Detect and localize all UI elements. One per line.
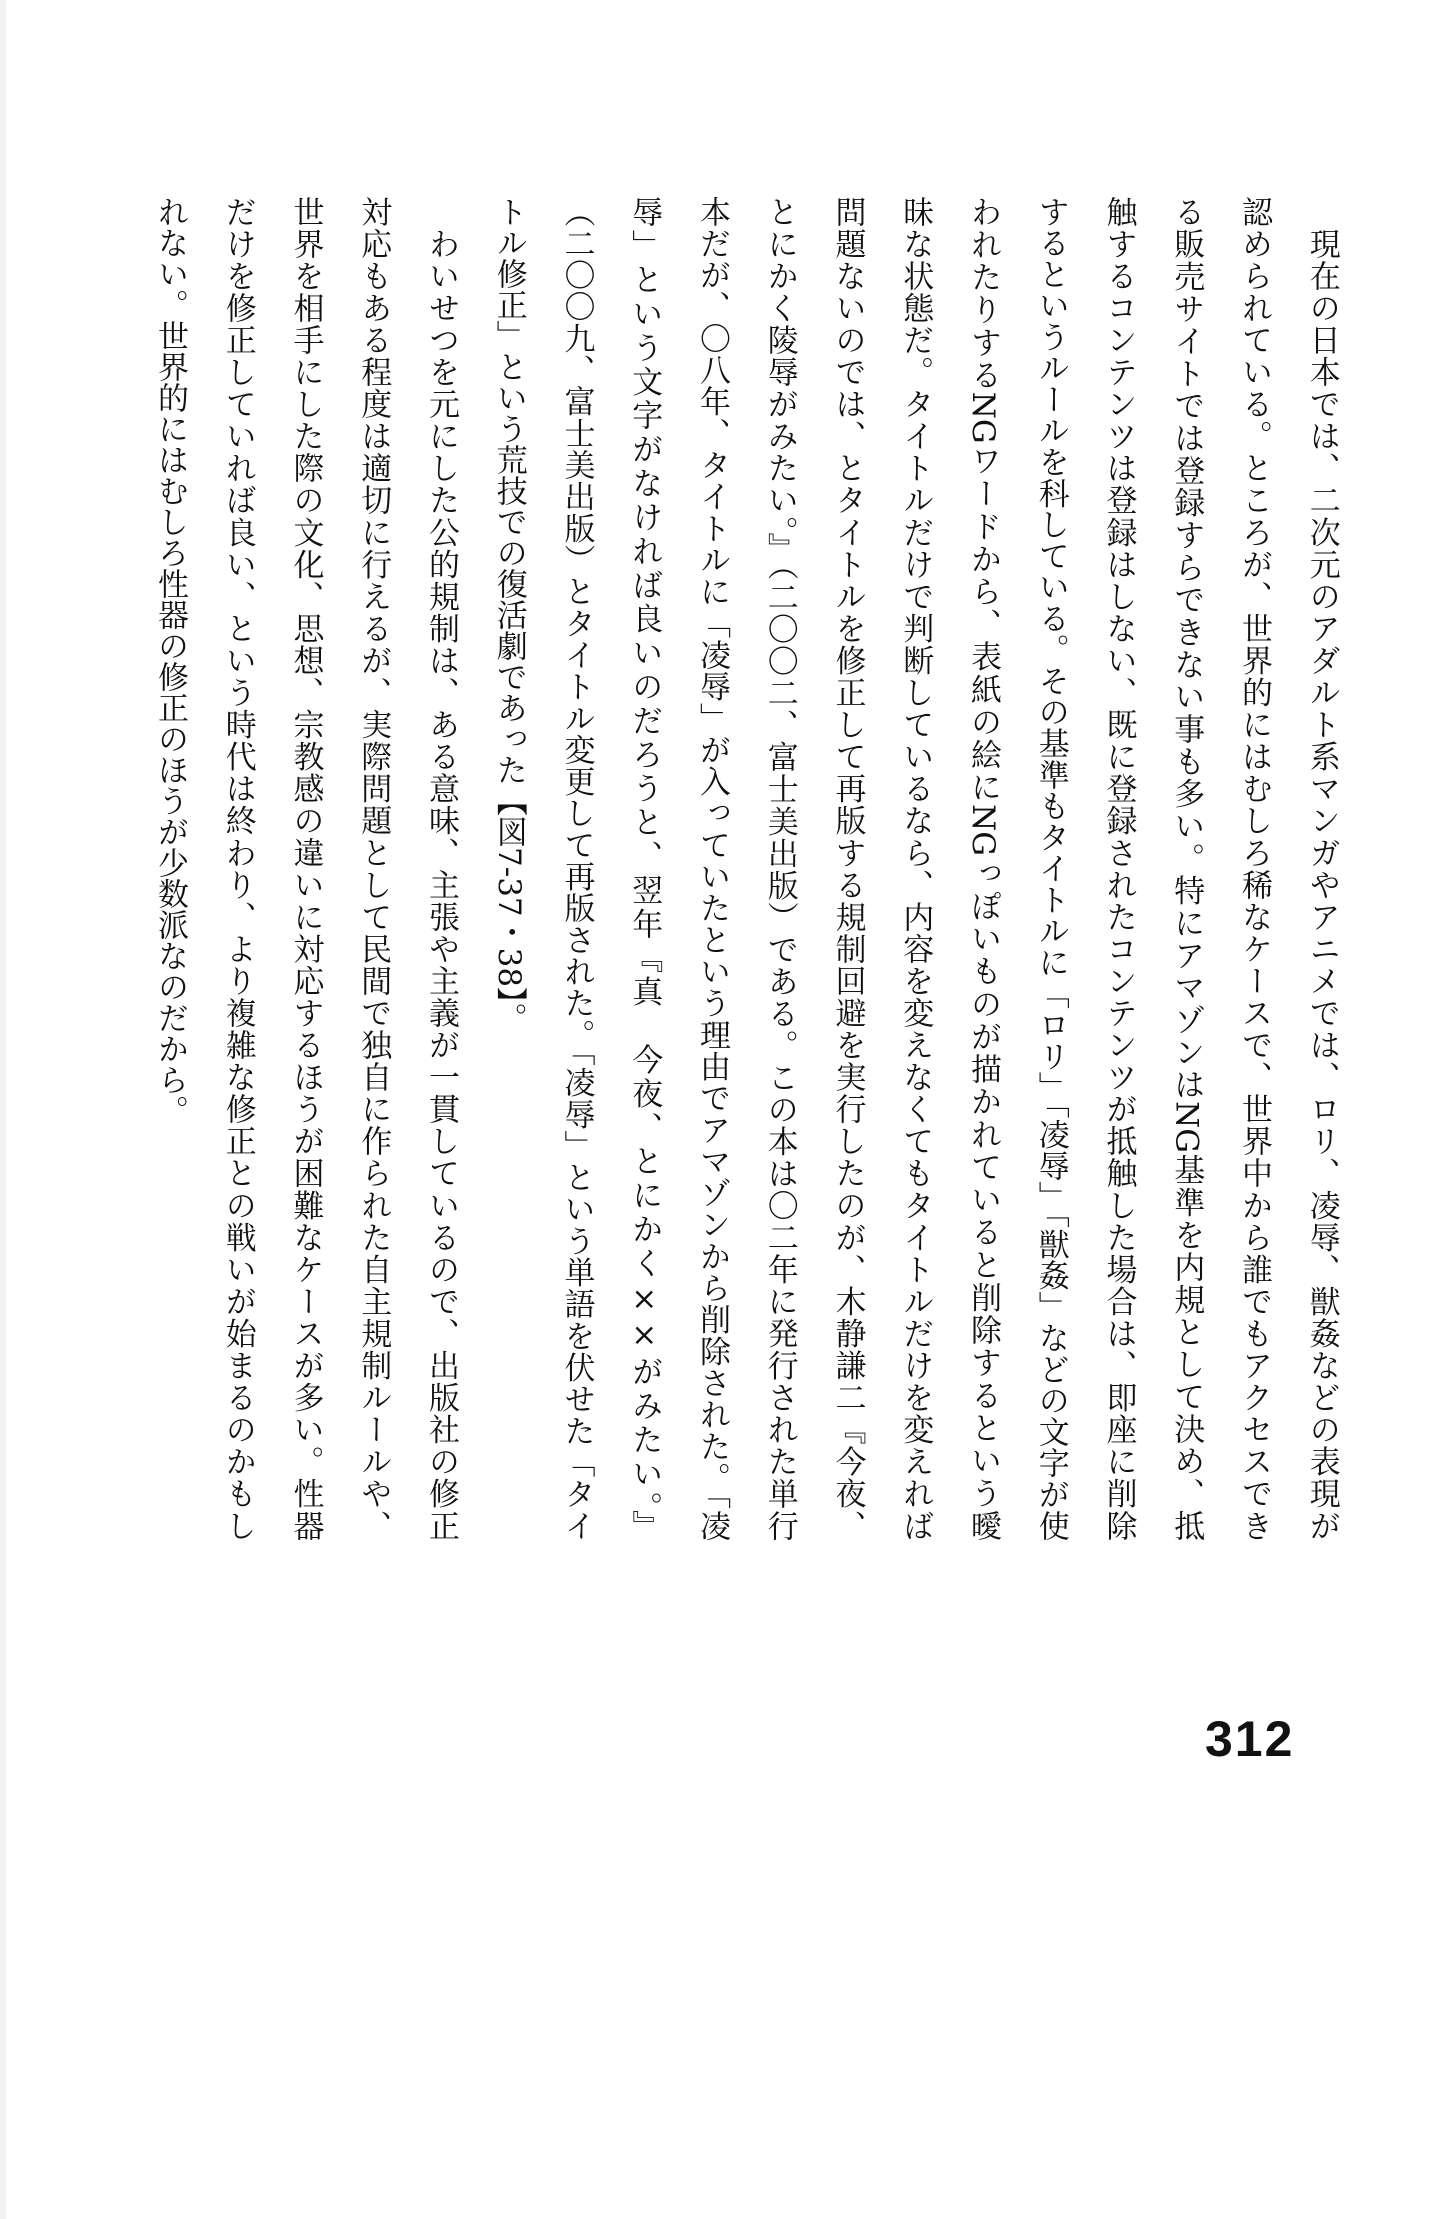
text-column: わいせつを元にした公的規制は、ある意味、主張や主義が一貫しているので、出版社の修正 xyxy=(423,196,459,1541)
text-column: （二〇〇九、富士美出版）とタイトル変更して再版された。「凌辱」という単語を伏せた「タイ xyxy=(558,196,595,1541)
text-column: とにかく陵辱がみたい。』（二〇〇二、富士美出版）である。この本は〇二年に発行された単行 xyxy=(761,196,798,1541)
text-column: れない。世界的にはむしろ性器の修正のほうが少数派なのだから。 xyxy=(152,196,188,1126)
text-column: 触するコンテンツは登録はしない、既に登録されたコンテンツが抵触した場合は、即座に削除 xyxy=(1100,196,1137,1541)
text-column: トル修正」という荒技での復活劇であった【図7-37・38】。 xyxy=(490,196,527,1034)
text-column: われたりするNGワードから、表紙の絵にNGっぽいものが描かれていると削除するという曖 xyxy=(965,196,1001,1541)
page-number: 312 xyxy=(1205,1711,1295,1767)
text-column: するというルールを科している。その基準もタイトルに「ロリ」「凌辱」「獣姦」などの文字が使 xyxy=(1032,196,1069,1541)
text-column: 世界を相手にした際の文化、思想、宗教感の違いに対応するほうが困難なケースが多い。性器 xyxy=(287,196,324,1542)
text-column: 認められている。ところが、世界的にはむしろ稀なケースで、世界中から誰でもアクセスでき xyxy=(1236,196,1272,1542)
text-column: 辱」という文字がなければ良いのだろうと、翌年『真 今夜、とにかく××がみたい。』 xyxy=(626,196,663,1541)
text-column: 問題ないのでは、とタイトルを修正して再版する規制回避を実行したのが、木静謙二『今夜、 xyxy=(829,196,866,1541)
text-column: 対応もある程度は適切に行えるが、実際問題として民間で独自に作られた自主規制ルールや、 xyxy=(355,196,392,1541)
text-column: る販売サイトでは登録すらできない事も多い。特にアマゾンはNG基準を内規として決め、抵 xyxy=(1168,196,1205,1541)
text-column: 現在の日本では、二次元のアダルト系マンガやアニメでは、ロリ、凌辱、獣姦などの表現が xyxy=(1303,196,1340,1541)
vertical-text-body xyxy=(150,196,1342,1541)
text-column: だけを修正していれば良い、という時代は終わり、より複雑な修正との戦いが始まるのかもし xyxy=(219,196,256,1541)
page-edge xyxy=(0,0,6,2219)
text-column: 昧な状態だ。タイトルだけで判断しているなら、内容を変えなくてもタイトルだけを変えれば xyxy=(897,196,934,1541)
text-column: 本だが、〇八年、タイトルに「凌辱」が入っていたという理由でアマゾンから削除された。「凌 xyxy=(694,196,730,1542)
